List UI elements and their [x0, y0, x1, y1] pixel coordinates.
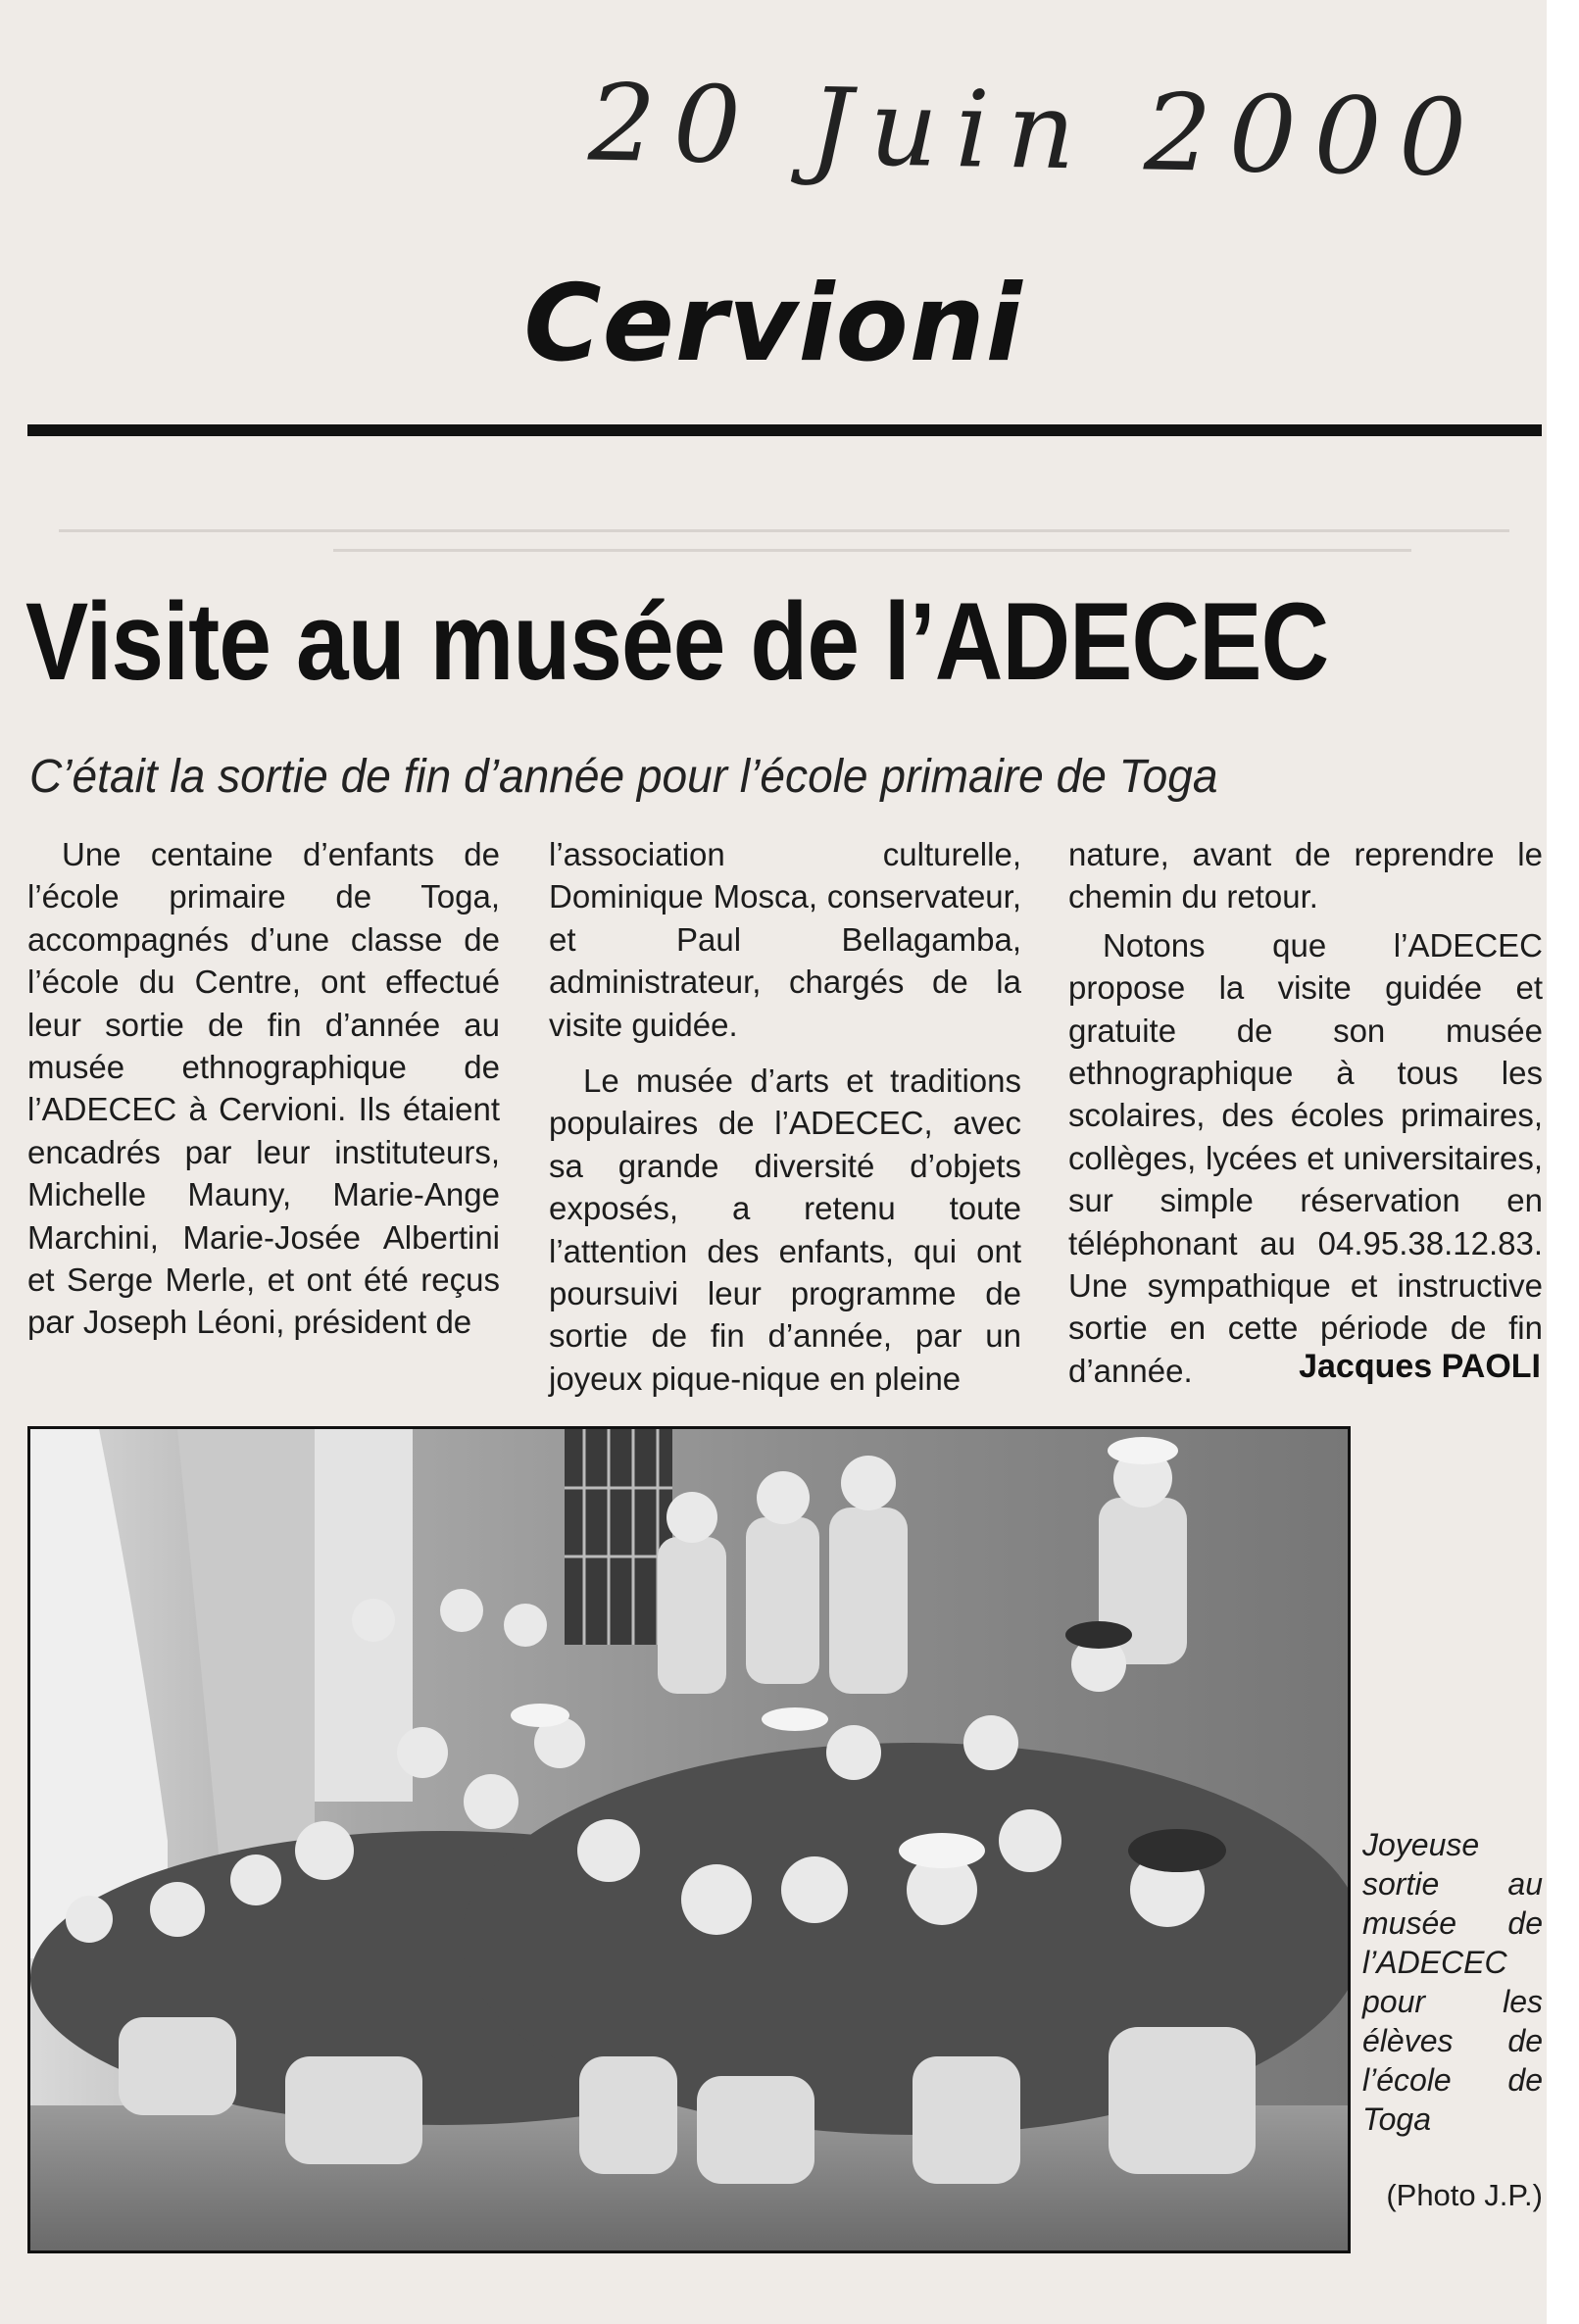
article-column-3: [1068, 833, 1543, 1392]
article-subheadline: C’était la sortie de fin d’année pour l’école primaire de Toga: [29, 751, 1218, 803]
scan-edge: [1547, 0, 1579, 2324]
article-column-1: [27, 833, 500, 1344]
group-photo: [27, 1426, 1351, 2253]
caption-line: musée de: [1362, 1905, 1543, 1941]
article-paragraph: nature, avant de reprendre le chemin du retour.: [1068, 836, 1543, 915]
caption-line: élèves de: [1362, 2023, 1543, 2058]
caption-line: Toga: [1362, 2101, 1431, 2137]
article-paragraph: Le musée d’arts et traditions populaires de l’ADECEC, avec sa grande diversité d’objets exposés, a retenu toute l’attention des enfants, qui ont poursuivi leur programme de sortie de fin d’année, par un joyeux pique-nique en pleine: [549, 1063, 1021, 1397]
caption-line: Joyeuse: [1362, 1827, 1480, 1862]
article-paragraph: Notons que l’ADECEC propose la visite guidée et gratuite de son musée ethnographique à tous les scolaires, des écoles primaires, collèges, lycées et universitaires, sur simple réservation en téléphonant au 04.95.38.12.83. Une sympathique et instructive sortie en cette période de fin d’année.: [1068, 926, 1543, 1389]
photo-credit: (Photo J.P.): [1386, 2178, 1543, 2212]
caption-line: sortie au: [1362, 1866, 1543, 1902]
caption-line: l’école de: [1362, 2062, 1543, 2098]
section-title: Cervioni: [523, 263, 1023, 385]
bleed-through-line: [59, 529, 1509, 532]
handwritten-date: 20 Juin 2000: [587, 62, 1486, 201]
group-photo-image: [30, 1429, 1348, 2250]
section-rule: [27, 424, 1542, 436]
bleed-through-line: [333, 549, 1411, 552]
article-paragraph: Une centaine d’enfants de l’école primaire de Toga, accompagnés d’une classe de l’école du Centre, ont effectué leur sortie de fin d’année au musée ethnographique de l’ADECEC à Cervioni. Ils étaient encadrés par leur instituteurs, Michelle Mauny, Marie-Ange Marchini, Marie-Josée Albertini et Serge Merle, et ont été reçus par Joseph Léoni, président de: [27, 836, 500, 1341]
article-paragraph: l’association culturelle, Dominique Mosca, conservateur, et Paul Bellagamba, administrateur, chargés de la visite guidée.: [549, 836, 1021, 1043]
caption-line: pour les: [1362, 1984, 1543, 2019]
article-headline: Visite au musée de l’ADECEC: [25, 580, 1329, 703]
photo-caption: [1362, 1825, 1543, 2139]
article-byline: Jacques PAOLI: [1299, 1348, 1541, 1385]
article-column-2: [549, 833, 1021, 1400]
caption-line: l’ADECEC: [1362, 1945, 1507, 1980]
